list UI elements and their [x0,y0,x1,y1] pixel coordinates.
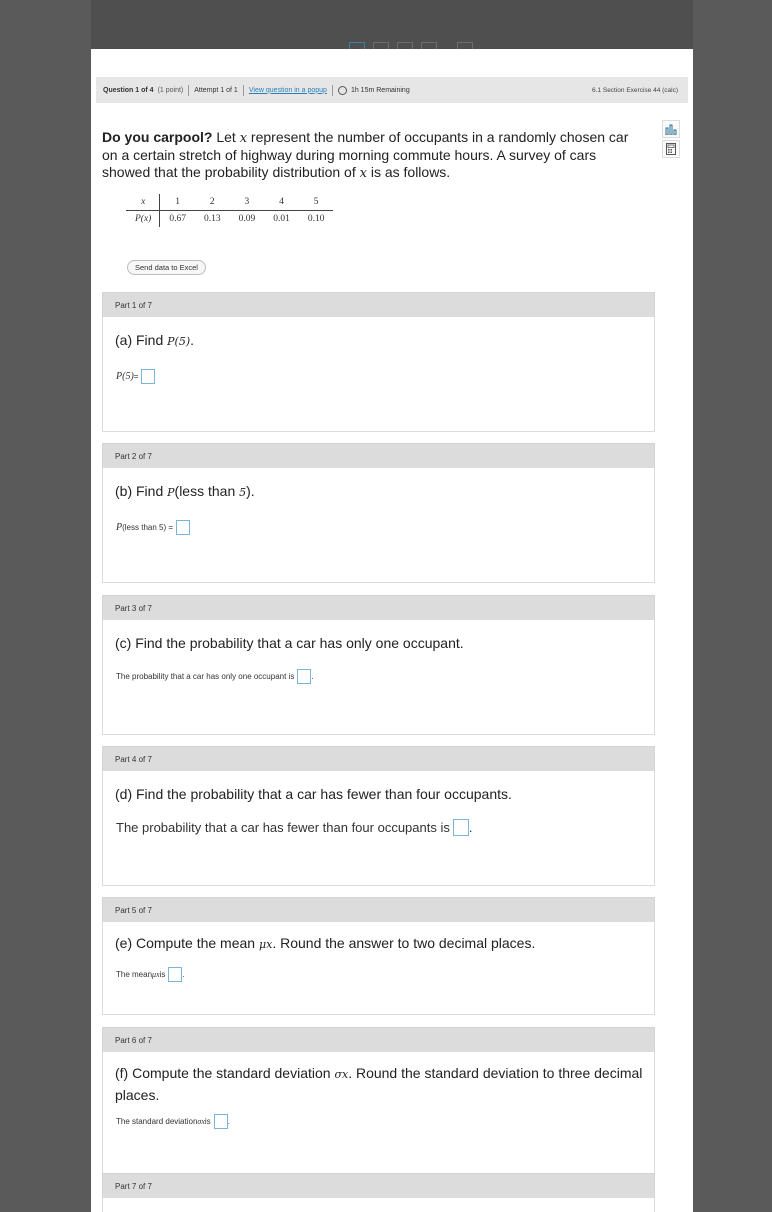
question-text: . Round the standard deviation to three decimal places. [115,1065,643,1103]
part-question [115,481,645,503]
problem-text: Let [212,129,240,145]
math-expression: 5 [239,486,247,499]
question-text: (less than [174,483,240,499]
answer-input[interactable] [297,669,314,684]
chart-icon[interactable] [662,120,680,138]
math-expression: P [167,486,175,499]
part-header: Part 4 of 7 [102,746,655,771]
part-5 [102,897,655,1015]
timer-icon [338,86,347,95]
part-body [102,1198,655,1212]
time-remaining: 1h 15m Remaining [350,86,410,94]
question-text: (b) Find [115,483,168,499]
answer-input[interactable] [141,369,155,384]
answer-line [116,520,190,535]
variable-x: x [359,166,367,181]
answer-input[interactable] [214,1114,228,1129]
question-points: (1 point) [157,86,184,94]
answer-input[interactable] [176,520,190,535]
part-question [115,933,645,955]
part-question [115,330,645,352]
answer-line [116,369,155,384]
answer-text: The standard deviation [116,1117,198,1126]
answer-line [116,1114,230,1129]
nav-tab-indicator[interactable] [397,42,413,49]
table-cell: 3 [230,194,265,211]
math-expression: P(5) [167,335,191,348]
part-4 [102,746,655,886]
part-body [102,620,655,735]
part-2 [102,443,655,583]
answer-text: (less than 5) = [122,523,174,532]
math-expression: μx [258,938,273,951]
table-row-label: x [126,194,160,211]
divider [332,85,333,96]
part-body [102,317,655,432]
answer-text: . [468,820,473,835]
problem-title: Do you carpool? [102,129,213,145]
nav-tab-indicator[interactable] [349,42,365,49]
part-header: Part 7 of 7 [102,1173,655,1198]
answer-line [116,669,314,684]
answer-text: The probability that a car has fewer than four occupants is [116,820,450,835]
part-3 [102,595,655,735]
math-expression: σx [334,1068,349,1081]
send-to-excel-button[interactable]: Send data to Excel [127,260,206,275]
nav-tab-indicator[interactable] [373,42,389,49]
answer-text: . [182,970,185,979]
table-cell: 0.09 [238,214,256,224]
divider [243,85,244,96]
question-page [91,49,693,1212]
problem-statement [102,129,632,182]
answer-line [116,967,185,982]
part-body [102,771,655,886]
math-expression: P [116,522,123,533]
table-cell: 5 [299,194,334,211]
nav-tab-indicator[interactable] [457,42,473,49]
part-6 [102,1027,655,1175]
probability-distribution-table [126,194,333,227]
answer-text: The mean [116,970,153,979]
table-row-label: P(x) [126,211,160,228]
question-text: (e) Compute the mean [115,935,259,951]
part-question: (d) Find the probability that a car has fewer than four occupants. [115,786,512,802]
question-text: (a) Find [115,332,168,348]
part-header: Part 3 of 7 [102,595,655,620]
table-cell: 0.01 [273,214,290,224]
answer-line [116,819,472,836]
variable-x: x [239,131,248,146]
math-expression: σx [197,1117,205,1126]
view-popup-link[interactable]: View question in a popup [248,86,327,94]
answer-text: . [311,672,314,681]
question-text: . [190,332,194,348]
calculator-icon[interactable] [662,140,680,158]
question-number: Question 1 of 4 [103,86,154,94]
table-row [126,211,333,228]
part-question [115,1063,645,1106]
browser-top-strip [91,0,693,49]
answer-text: is [159,970,166,979]
part-header: Part 1 of 7 [102,292,655,317]
section-label: 6.1 Section Exercise 44 (calc) [592,86,678,94]
part-header: Part 5 of 7 [102,897,655,922]
answer-text: is [204,1117,211,1126]
answer-text: . [227,1117,230,1126]
math-expression: μx [152,970,160,979]
table-row [126,194,333,211]
problem-text: is as follows. [366,164,451,180]
question-text: . Round the answer to two decimal places. [272,935,536,951]
attempt-count: Attempt 1 of 1 [194,86,238,94]
table-cell: 0.67 [169,214,186,224]
table-cell: 2 [195,194,230,211]
question-text: (f) Compute the standard deviation [115,1065,335,1081]
table-cell: 4 [264,194,299,211]
divider [188,85,189,96]
part-1 [102,292,655,432]
table-cell: 0.10 [307,214,325,224]
part-body [102,922,655,1015]
side-tools [662,120,684,160]
part-header: Part 6 of 7 [102,1027,655,1052]
part-question: (c) Find the probability that a car has only one occupant. [115,635,464,651]
nav-tab-indicator[interactable] [421,42,437,49]
part-body [102,468,655,583]
table-cell: 1 [160,194,195,211]
math-expression: P(5) [116,371,134,382]
answer-text: The probability that a car has only one occupant is [116,672,295,681]
part-body [102,1052,655,1175]
part-header: Part 2 of 7 [102,443,655,468]
answer-input[interactable] [453,819,469,836]
answer-text: = [133,372,139,381]
question-header-bar [96,77,688,103]
part-7 [102,1173,655,1212]
answer-input[interactable] [168,967,185,982]
table-cell: 0.13 [203,214,221,224]
problem-text: represent the number of occupants in a randomly chosen car on a certain stretch of highway during morning commute hours. A survey of cars showed that the probability distribution of [102,129,629,180]
question-text: ). [246,483,255,499]
